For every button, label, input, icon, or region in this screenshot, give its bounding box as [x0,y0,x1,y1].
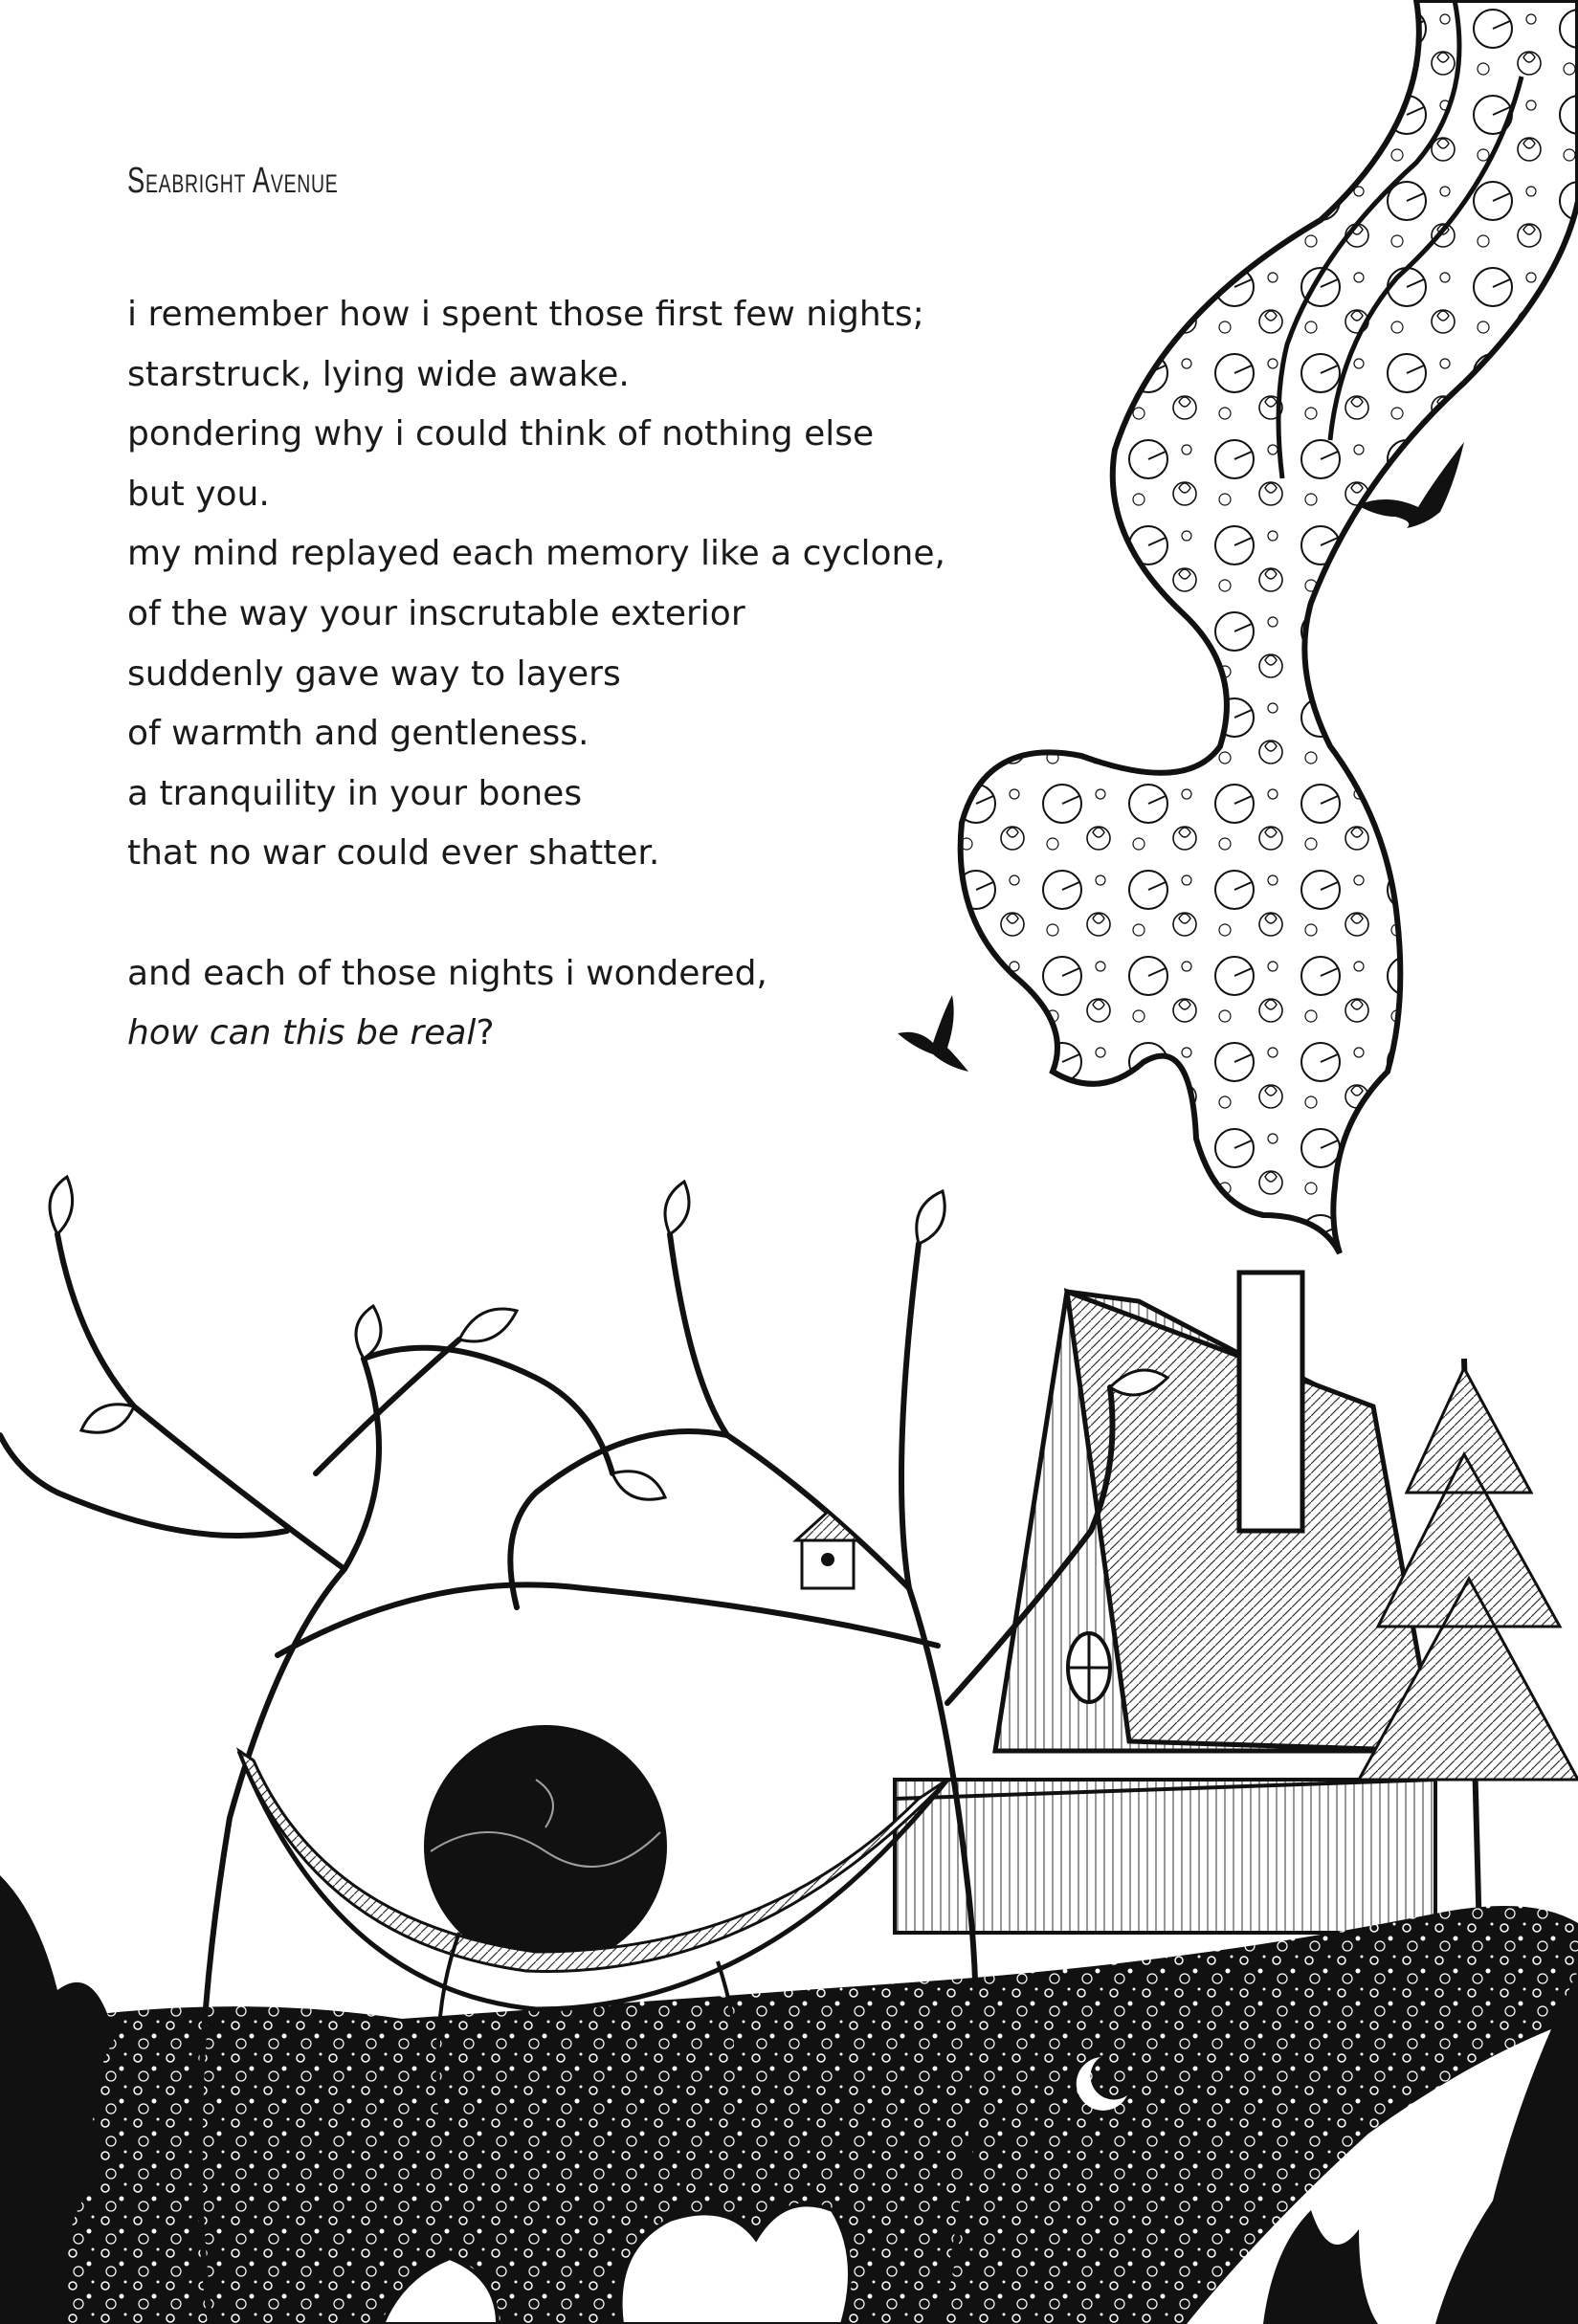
poem-title: Seabright Avenue [127,161,339,201]
poem-line: of the way your inscrutable exterior [127,593,745,633]
smoke-plume-icon [961,0,1578,1253]
poem-line: that no war could ever shatter. [127,833,660,874]
italic-phrase: how can this be real [127,1013,477,1053]
a-frame-cabin-icon [895,1273,1435,1933]
poem-line: and each of those nights i wondered, [127,953,767,993]
poem-line: my mind replayed each memory like a cyclone, [127,534,945,574]
poem-line: a tranquility in your bones [127,773,583,813]
birdhouse-icon [796,1512,859,1588]
poem-line: starstruck, lying wide awake. [127,354,630,394]
poem-line: but you. [127,474,270,514]
poem-line: suddenly gave way to layers [127,653,621,694]
foliage-icon [1263,2210,1378,2324]
poem-line: i remember how i spent those first few nights; [127,295,924,334]
question-mark: ? [476,1013,495,1053]
poem-line: pondering why i could think of nothing else [127,414,875,454]
poem-line: of warmth and gentleness. [127,714,589,754]
bird-icon [898,995,968,1072]
